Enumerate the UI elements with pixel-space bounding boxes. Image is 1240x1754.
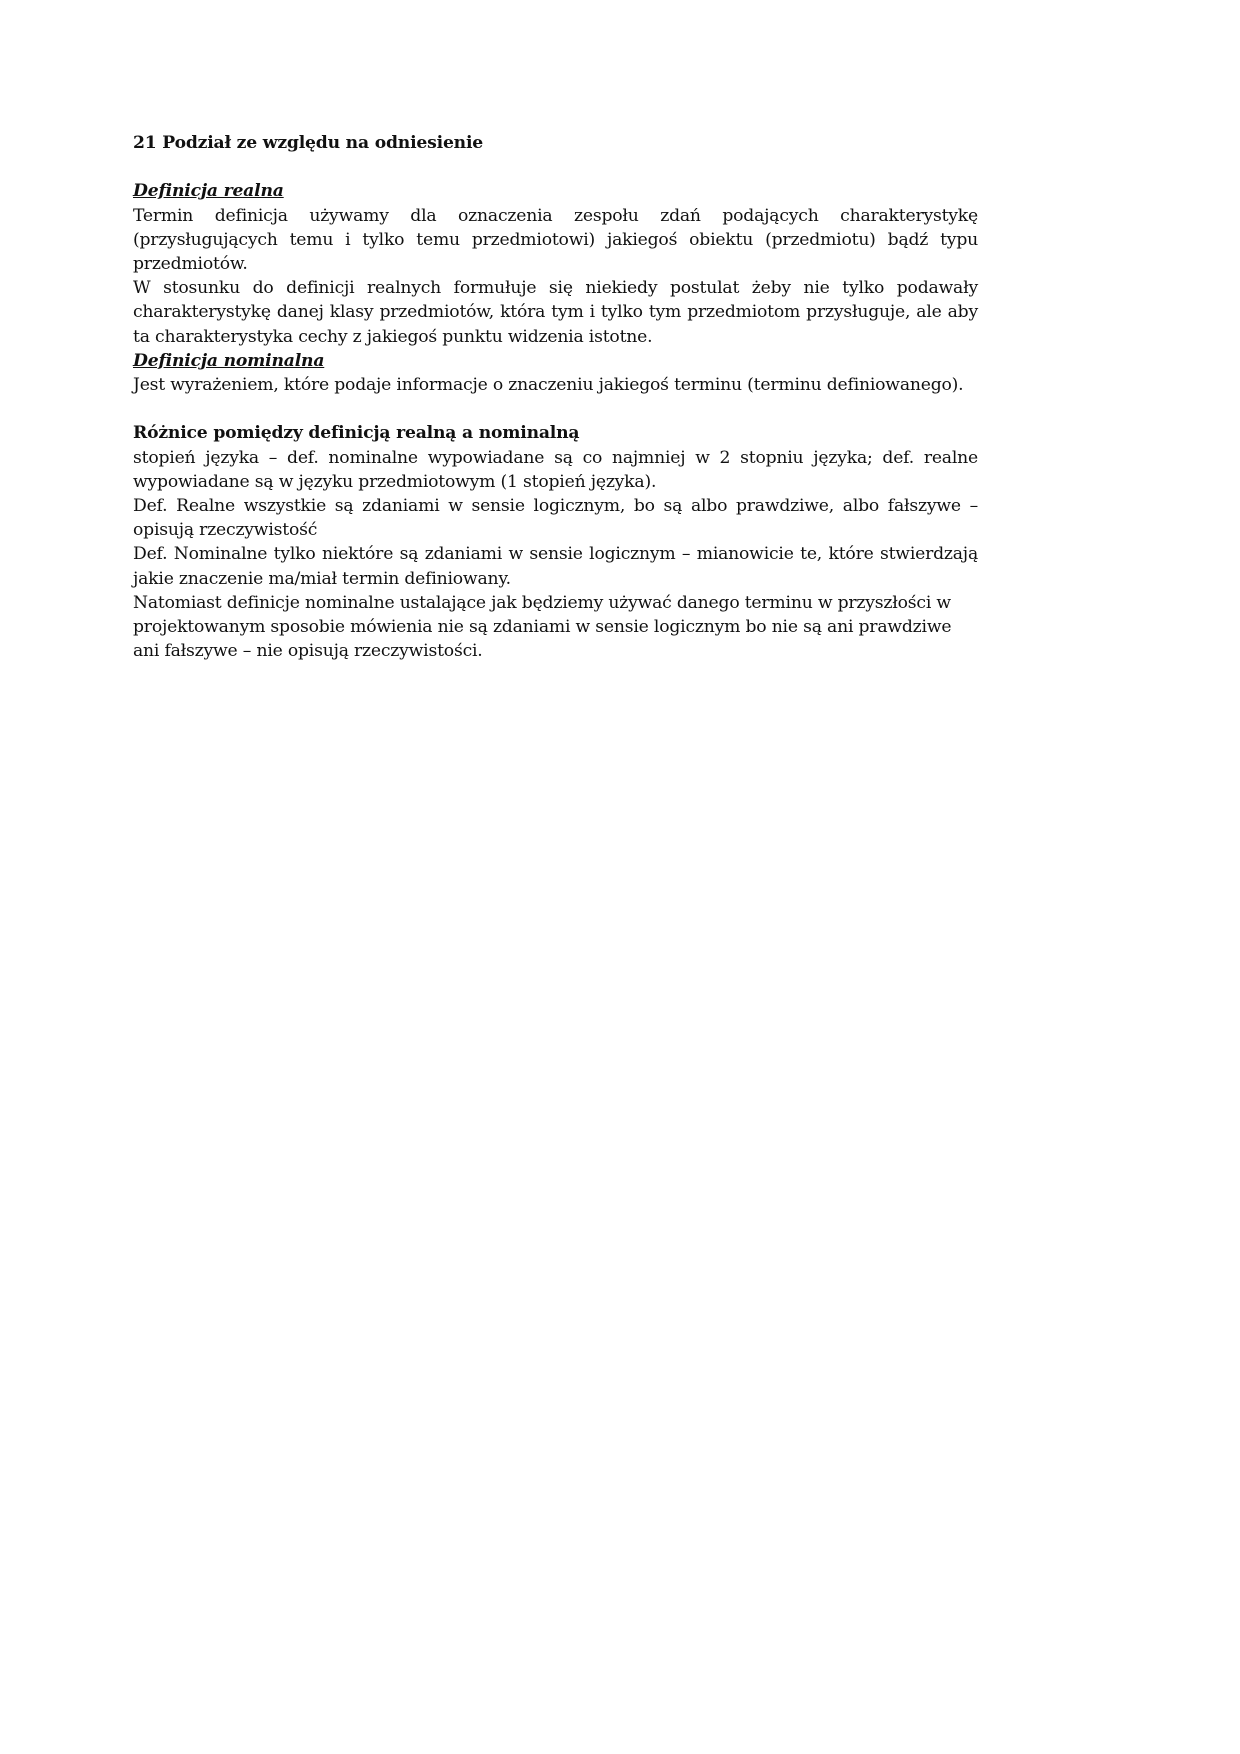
paragraph: Def. Realne wszystkie są zdaniami w sensie logicznym, bo są albo prawdziwe, albo fałszywe – opisują rzeczywistość [133, 496, 978, 541]
document-title: 21 Podział ze względu na odniesienie [133, 133, 484, 153]
section-heading-real-definition: Definicja realna [133, 181, 284, 202]
paragraph: stopień języka – def. nominalne wypowiadane są co najmniej w 2 stopniu języka; def. realne wypowiadane są w języku przedmiotowym (1 stopień języka). [133, 447, 978, 492]
paragraph: W stosunku do definicji realnych formułuje się niekiedy postulat żeby nie tylko podawały charakterystykę danej klasy przedmiotów, która tym i tylko tym przedmiotom przysługuje, ale aby ta charakterystyka cechy z jakiegoś punktu widzenia istotne. [133, 278, 978, 347]
document-page [133, 131, 978, 663]
section-heading-nominal-definition: Definicja nominalna [133, 350, 325, 371]
differences-heading: Różnice pomiędzy definicją realną a nominalną [133, 423, 580, 444]
paragraph: Jest wyrażeniem, które podaje informacje o znaczeniu jakiegoś terminu (terminu definiowanego). [133, 375, 964, 396]
paragraph: Termin definicja używamy dla oznaczenia zespołu zdań podających charakterystykę (przysługujących temu i tylko temu przedmiotowi) jakiegoś obiektu (przedmiotu) bądź typu przedmiotów. [133, 205, 978, 274]
spacer [133, 155, 978, 179]
paragraph: Def. Nominalne tylko niektóre są zdaniami w sensie logicznym – mianowicie te, które stwierdzają jakie znaczenie ma/miał termin definiowany. [133, 544, 978, 589]
spacer [133, 397, 978, 421]
paragraph: Natomiast definicje nominalne ustalające jak będziemy używać danego terminu w przyszłości w projektowanym sposobie mówienia nie są zdaniami w sensie logicznym bo nie są ani prawdziwe ani fałszywe – nie opisują rzeczywistości. [133, 592, 952, 662]
